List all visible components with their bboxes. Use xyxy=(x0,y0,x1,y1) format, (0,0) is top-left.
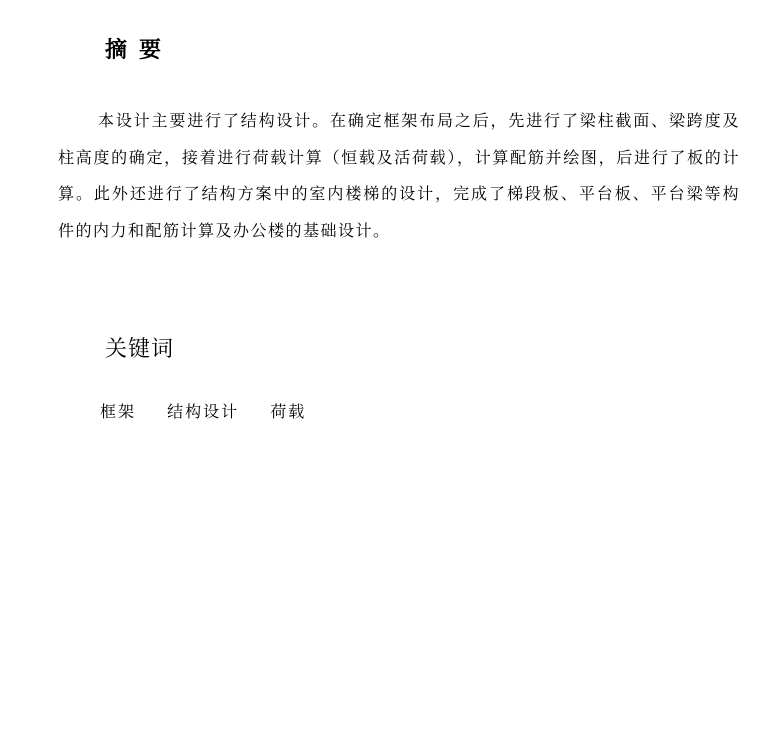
keyword-item: 框架 xyxy=(100,402,137,421)
keyword-item: 荷载 xyxy=(270,402,307,421)
abstract-heading: 摘要 xyxy=(105,38,174,63)
abstract-paragraph: 本设计主要进行了结构设计。在确定框架布局之后，先进行了梁柱截面、梁跨度及柱高度的确定，接着进行荷载计算（恒载及活荷载），计算配筋并绘图，后进行了板的计算。此外还进行了结构方案中的室内楼梯的设计，完成了梯段板、平台板、平台梁等构件的内力和配筋计算及办公楼的基础设计。 xyxy=(58,111,740,240)
keyword-list xyxy=(100,400,330,424)
keyword-item: 结构设计 xyxy=(167,402,240,421)
keywords-heading: 关键词 xyxy=(105,337,175,362)
